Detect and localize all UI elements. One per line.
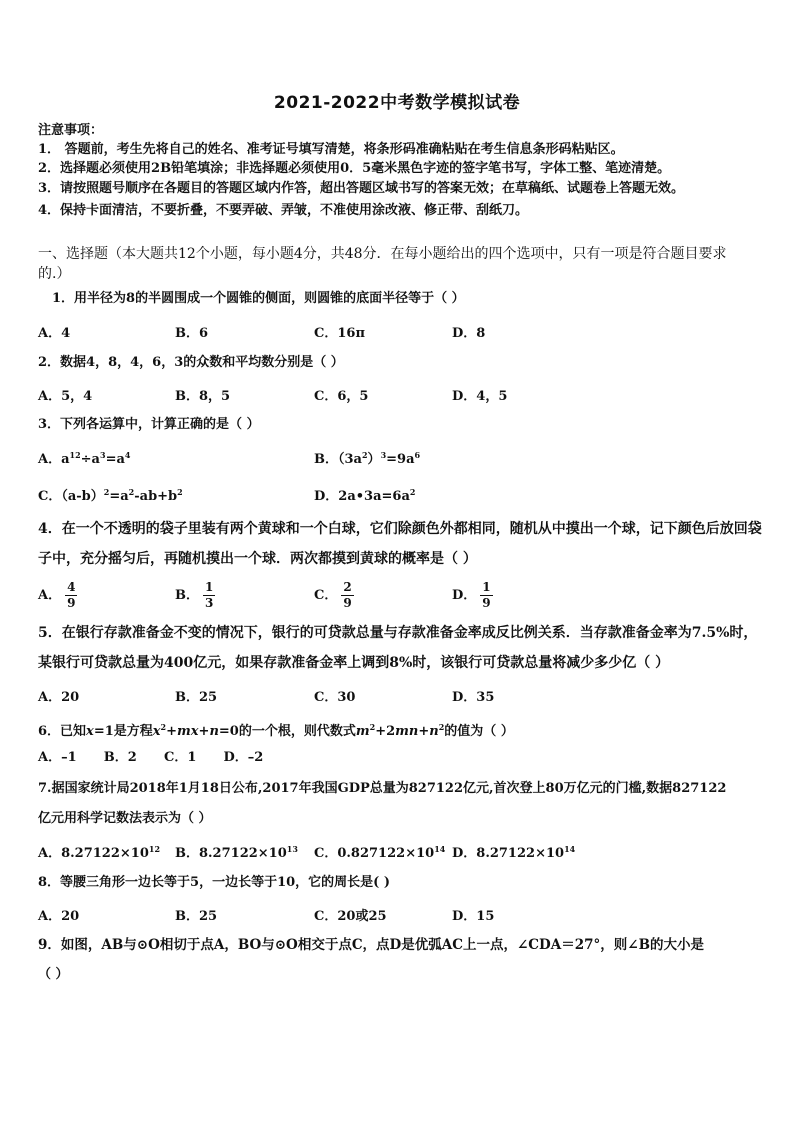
question-6-stem: 6．已知x=1是方程$x^2+mx+n=0$的一个根，则代数式$m^2+2mn+n^2$的值为（ ） bbox=[38, 722, 514, 739]
question-9-line-2: （ ） bbox=[38, 967, 69, 982]
section-heading-line-2: 的.） bbox=[38, 266, 71, 282]
q1-option-a[interactable]: A．4 bbox=[38, 326, 71, 341]
notice-item-4: 4．保持卡面清洁，不要折叠，不要弄破、弄皱，不准使用涂改液、修正带、刮纸刀。 bbox=[38, 203, 529, 218]
q7-option-b[interactable]: B．$8.27122\times 10^{13}$ bbox=[175, 844, 298, 861]
section-heading-line-1: 一、选择题（本大题共12个小题，每小题4分，共48分．在每小题给出的四个选项中，只有一项是符合题目要求 bbox=[38, 246, 727, 262]
q5-option-d[interactable]: D．35 bbox=[452, 690, 495, 705]
q1-option-d[interactable]: D．8 bbox=[452, 326, 486, 341]
question-7-line-1: 7.据国家统计局2018年1月18日公布,2017年我国GDP总量为827122亿元,首次登上80万亿元的门槛,数据827122 bbox=[38, 781, 727, 796]
question-9-line-1: 9．如图，AB与⊙O相切于点A，BO与⊙O相交于点C，点D是优弧AC上一点，∠CDA＝27°，则∠B的大小是 bbox=[38, 937, 704, 953]
q3-option-a[interactable]: A．$a^{12}\div a^3=a^4$ bbox=[38, 450, 131, 467]
question-1-stem: 1．用半径为8的半圆围成一个圆锥的侧面，则圆锥的底面半径等于（ ） bbox=[52, 291, 465, 306]
q8-option-c[interactable]: C．20或25 bbox=[314, 909, 387, 924]
question-3-stem: 3．下列各运算中，计算正确的是（ ） bbox=[38, 417, 260, 432]
question-6-options[interactable]: A．–1 B．2 C．1 D．–2 bbox=[38, 750, 264, 765]
q4-option-c[interactable]: C． $\frac{2}{9}$ bbox=[314, 580, 352, 610]
q2-option-c[interactable]: C．6，5 bbox=[314, 389, 369, 404]
q3-option-b[interactable]: B．$(3a^2)^3=9a^6$ bbox=[314, 450, 421, 467]
question-4-options bbox=[38, 577, 758, 617]
question-8-stem: 8．等腰三角形一边长等于5，一边长等于10，它的周长是( ) bbox=[38, 875, 391, 890]
q5-option-a[interactable]: A．20 bbox=[38, 690, 80, 705]
question-1-options bbox=[38, 322, 758, 346]
q4-option-a[interactable]: A． $\frac{4}{9}$ bbox=[38, 580, 76, 610]
q8-option-a[interactable]: A．20 bbox=[38, 909, 80, 924]
notice-heading: 注意事项： bbox=[38, 123, 104, 138]
question-3-options-row-2 bbox=[38, 485, 758, 509]
q8-option-b[interactable]: B．25 bbox=[175, 909, 218, 924]
q7-option-a[interactable]: A．$8.27122\times 10^{12}$ bbox=[38, 844, 161, 861]
question-5-line-1: 5．在银行存款准备金不变的情况下，银行的可贷款总量与存款准备金率成反比例关系．当存款准备金率为7.5%时， bbox=[38, 625, 758, 641]
q3-option-d[interactable]: D．$2a•3a=6a^2$ bbox=[314, 487, 416, 504]
q2-option-b[interactable]: B．8，5 bbox=[175, 389, 231, 404]
notice-item-1: 1． 答题前，考生先将自己的姓名、准考证号填写清楚，将条形码准确粘贴在考生信息条形码粘贴区。 bbox=[38, 142, 624, 157]
question-2-options bbox=[38, 385, 758, 409]
question-3-options-row-1 bbox=[38, 448, 758, 472]
q2-option-d[interactable]: D．4，5 bbox=[452, 389, 508, 404]
q4-option-d[interactable]: D． $\frac{1}{9}$ bbox=[452, 580, 491, 610]
notice-item-3: 3．请按照题号顺序在各题目的答题区域内作答，超出答题区域书写的答案无效；在草稿纸、试题卷上答题无效。 bbox=[38, 181, 685, 196]
q3-option-c[interactable]: C．$(a-b)^2=a^2-ab+b^2$ bbox=[38, 487, 183, 504]
q7-option-d[interactable]: D．$8.27122\times 10^{14}$ bbox=[452, 844, 576, 861]
question-4-line-2: 子中，充分摇匀后，再随机摸出一个球．两次都摸到黄球的概率是（ ） bbox=[38, 551, 477, 567]
notice-item-2: 2．选择题必须使用2B铅笔填涂；非选择题必须使用0．5毫米黑色字迹的签字笔书写，字体工整、笔迹清楚。 bbox=[38, 161, 671, 176]
question-2-stem: 2．数据4，8，4，6，3的众数和平均数分别是（ ） bbox=[38, 355, 344, 370]
q5-option-b[interactable]: B．25 bbox=[175, 690, 218, 705]
question-5-line-2: 某银行可贷款总量为400亿元，如果存款准备金率上调到8%时，该银行可贷款总量将减少多少亿（ ） bbox=[38, 655, 670, 671]
q4-option-b[interactable]: B． $\frac{1}{3}$ bbox=[175, 580, 214, 610]
question-8-options bbox=[38, 905, 758, 929]
question-7-line-2: 亿元用科学记数法表示为（ ） bbox=[38, 811, 212, 826]
question-7-options bbox=[38, 842, 758, 866]
question-5-options bbox=[38, 686, 758, 710]
q5-option-c[interactable]: C．30 bbox=[314, 690, 356, 705]
q8-option-d[interactable]: D．15 bbox=[452, 909, 495, 924]
page-title: 2021-2022中考数学模拟试卷 bbox=[273, 93, 521, 113]
q1-option-b[interactable]: B．6 bbox=[175, 326, 209, 341]
q1-option-c[interactable]: C．16π bbox=[314, 326, 365, 341]
question-4-line-1: 4．在一个不透明的袋子里装有两个黄球和一个白球，它们除颜色外都相同，随机从中摸出一个球，记下颜色后放回袋 bbox=[38, 521, 762, 537]
q2-option-a[interactable]: A．5，4 bbox=[38, 389, 93, 404]
q7-option-c[interactable]: C．$0.827122\times 10^{14}$ bbox=[314, 844, 446, 861]
